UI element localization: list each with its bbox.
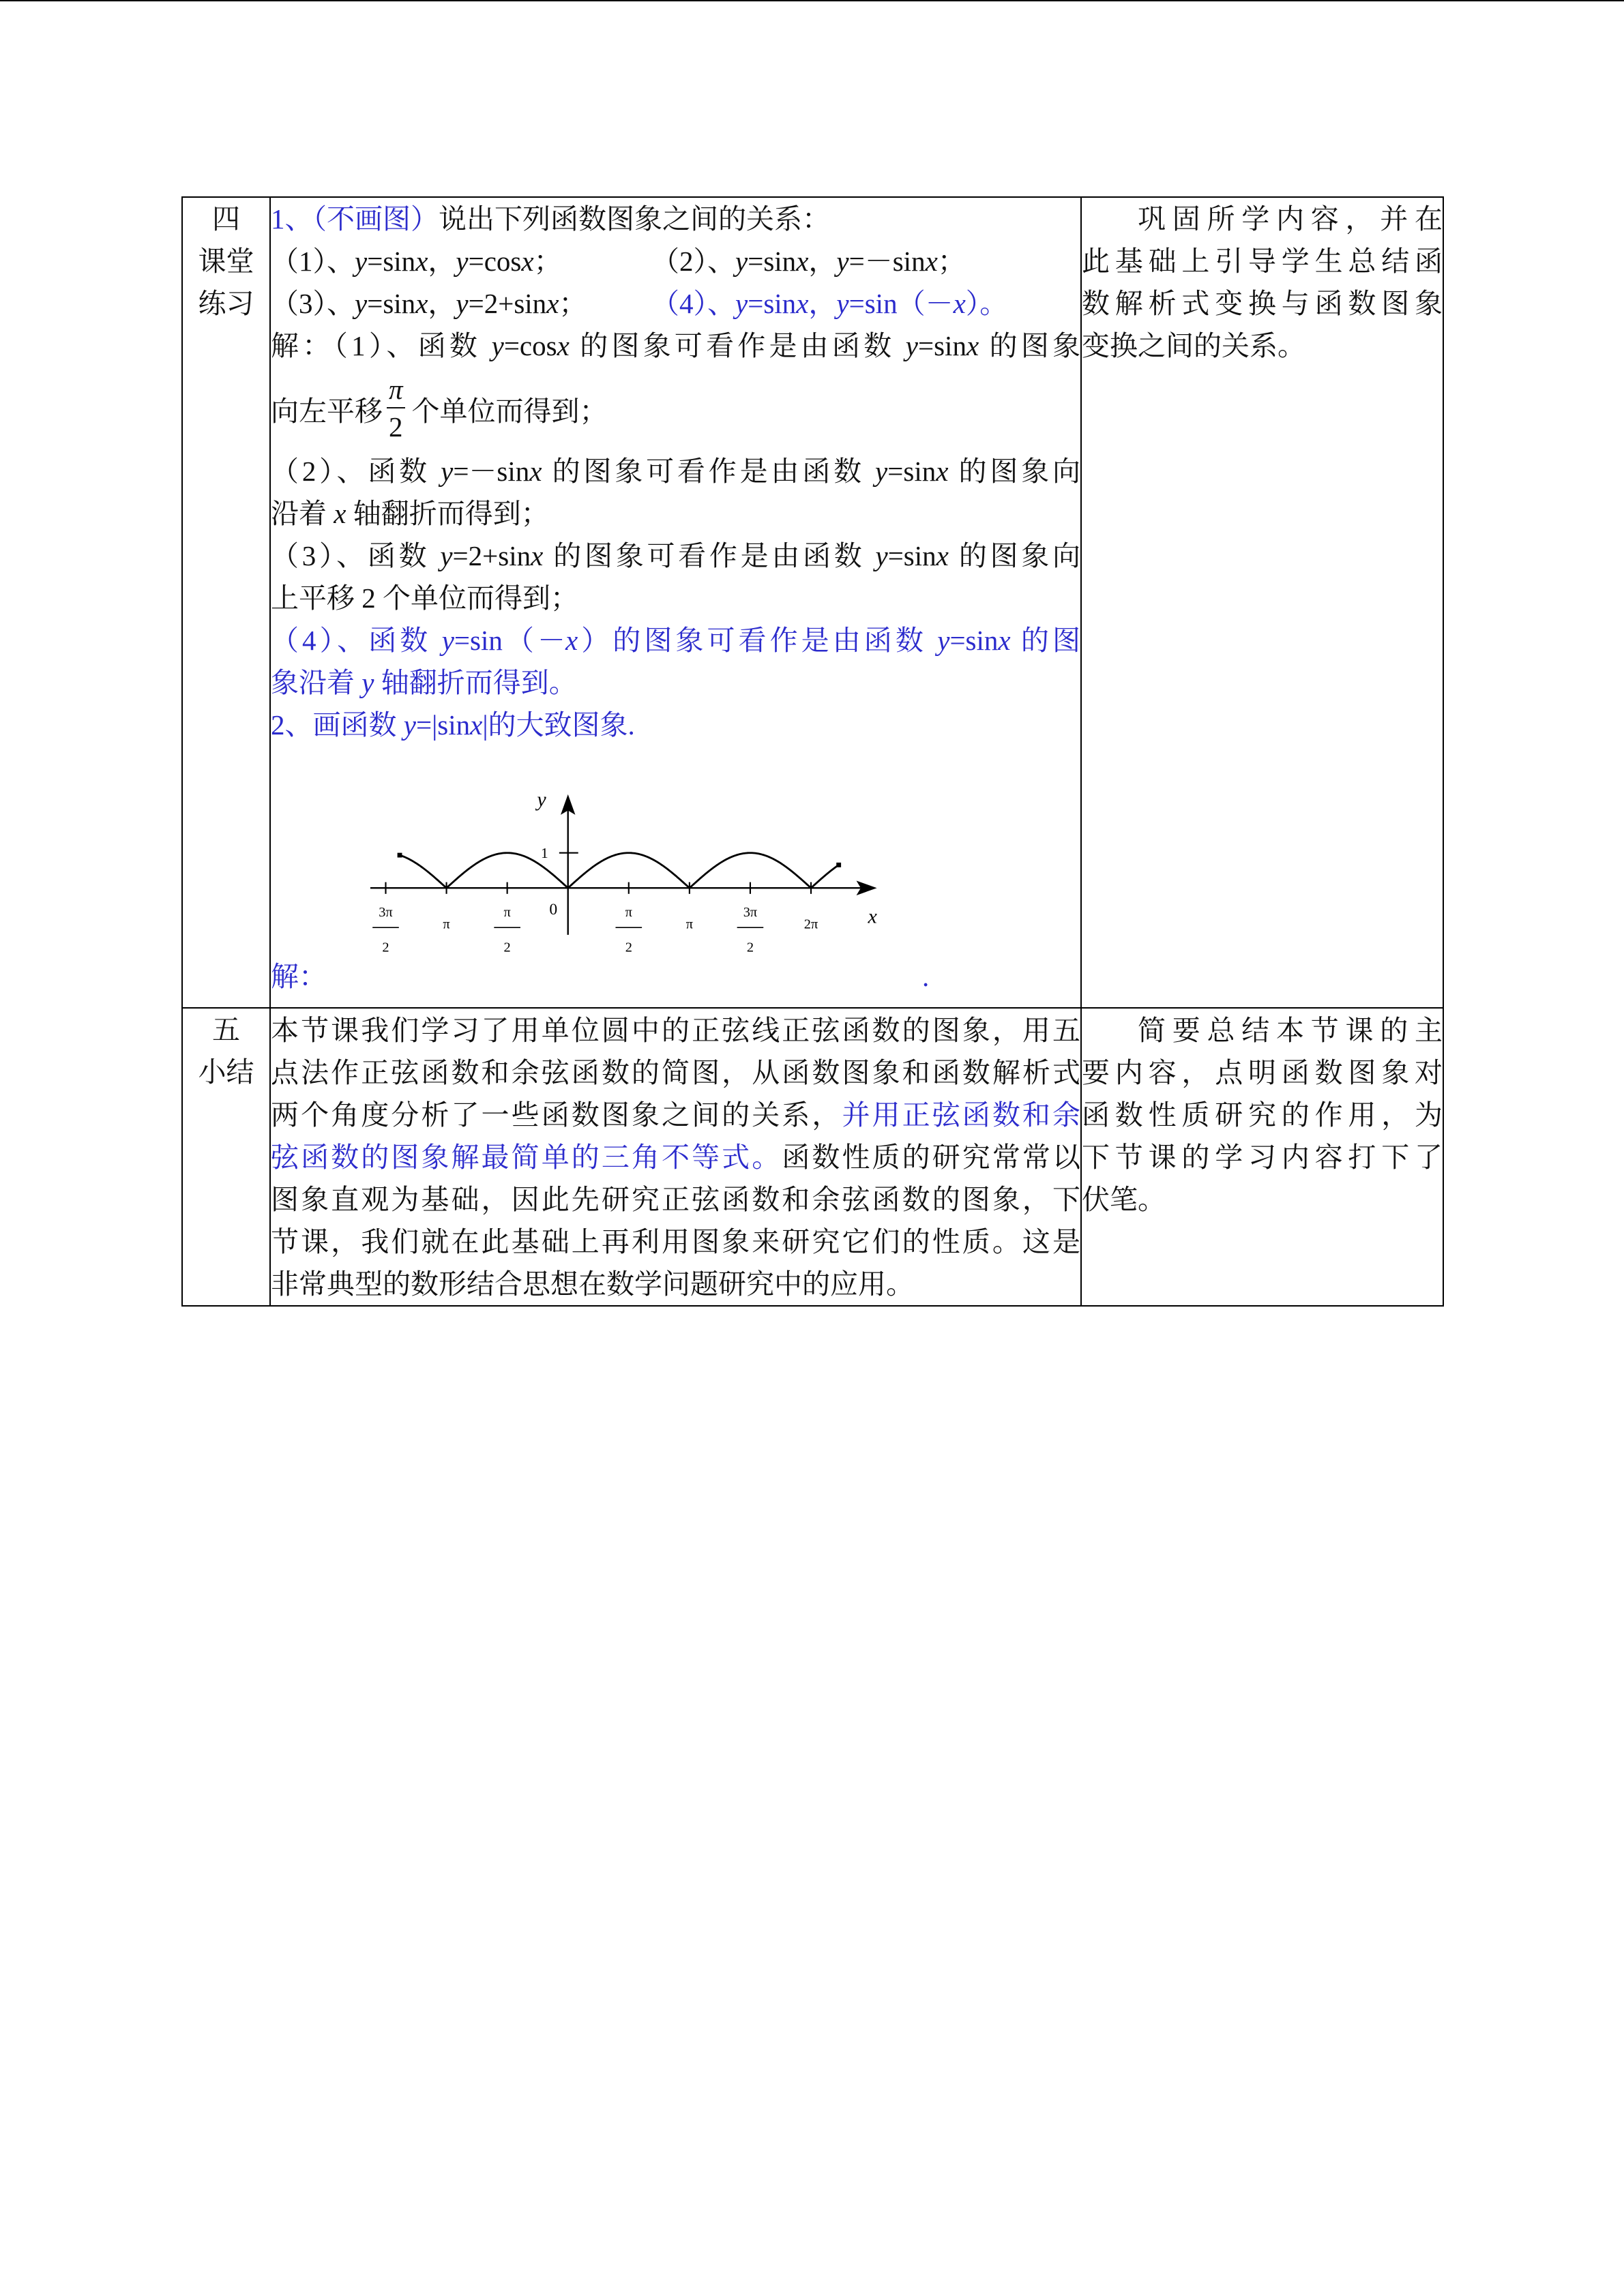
- question-1-line: [271, 198, 1080, 240]
- x-tick-label-denominator: 2: [625, 940, 632, 955]
- note-line: 伏笔。: [1082, 1184, 1166, 1215]
- answer-line: （4）、函数 y=sin（－x）的图象可看作是由函数 y=sinx 的图: [271, 625, 1080, 656]
- summary-highlight: 弦函数的图象解最简单的三角不等式。: [271, 1142, 782, 1173]
- question-1-items-line: [271, 282, 1080, 325]
- question-2-answer-line: [271, 955, 1080, 998]
- x-tick-label-numerator: 3π: [743, 905, 758, 921]
- summary-text: 两个角度分析了一些函数图象之间的关系，: [271, 1099, 842, 1131]
- x-tick-label-denominator: 2: [746, 940, 754, 955]
- math-variable: y: [355, 288, 368, 319]
- summary-section-label: [182, 1008, 270, 1306]
- answer-end-mark: .: [922, 961, 930, 992]
- math-variable: y: [361, 667, 374, 698]
- section-number: 五: [212, 1014, 240, 1045]
- question-1-item: （4）、y=sinx，y=sin（－x）。: [651, 288, 1008, 319]
- practice-row: [182, 197, 1443, 1008]
- summary-line: [271, 1136, 1080, 1178]
- math-variable: x: [557, 330, 570, 361]
- answer-line: （2）、函数 y=－sinx 的图象可看作是由函数 y=sinx 的图象向: [271, 456, 1081, 487]
- answer-line: （3）、函数 y=2+sinx 的图象可看作是由函数 y=sinx 的图象向: [271, 540, 1081, 571]
- fraction-denominator: 2: [389, 411, 403, 443]
- math-variable: x: [565, 625, 578, 656]
- math-variable: y: [875, 456, 888, 487]
- summary-row: [182, 1008, 1443, 1306]
- question-1-text: 说出下列函数图象之间的关系：: [439, 203, 830, 235]
- math-variable: y: [456, 288, 469, 319]
- answer-line: 上平移 2 个单位而得到；: [271, 582, 578, 614]
- math-variable: x: [546, 288, 559, 319]
- curve-start-point: [398, 853, 402, 858]
- question-1-items-line: [271, 240, 1080, 282]
- summary-line: 点法作正弦函数和余弦函数的简图，从函数图象和函数解析式: [271, 1057, 1080, 1088]
- answer-line: 象沿着 y 轴翻折而得到。: [271, 667, 577, 698]
- math-variable: x: [925, 245, 938, 277]
- fraction: [387, 376, 405, 441]
- math-variable: y: [836, 288, 849, 319]
- x-tick-label-numerator: π: [625, 905, 632, 921]
- note-line: 函数性质研究的作用，为: [1082, 1099, 1443, 1131]
- question-1-prefix: 1、（不画图）: [271, 203, 439, 235]
- question-1-item: （1）、y=sinx，y=cosx；: [271, 245, 562, 277]
- math-variable: y: [735, 288, 748, 319]
- practice-content: [270, 197, 1081, 1008]
- section-number: 四: [212, 203, 240, 235]
- math-variable: x: [470, 709, 483, 741]
- math-variable: y: [905, 330, 918, 361]
- graph-figure: [271, 746, 1080, 955]
- section-title-line: 练习: [198, 288, 254, 319]
- x-tick-label: π: [685, 916, 694, 932]
- answer-text: 向左平移: [271, 395, 383, 427]
- math-variable: x: [936, 540, 949, 571]
- x-tick-label: π: [443, 916, 450, 932]
- math-variable: x: [998, 625, 1011, 656]
- answer-line-with-fraction: [271, 367, 1080, 450]
- note-line: 此基础上引导学生总结函: [1082, 245, 1443, 277]
- note-line: 变换之间的关系。: [1082, 330, 1305, 361]
- question-1-item: （3）、y=sinx，y=2+sinx；: [271, 288, 587, 319]
- math-variable: y: [836, 245, 849, 277]
- section-title-line: 课堂: [198, 245, 254, 277]
- math-variable: x: [796, 288, 809, 319]
- x-tick-label-numerator: 3π: [379, 905, 393, 921]
- math-variable: y: [441, 625, 454, 656]
- note-line: 数解析式变换与函数图象: [1082, 288, 1443, 319]
- question-2-line: 2、画函数 y=|sinx|的大致图象.: [271, 709, 635, 741]
- origin-label: 0: [549, 900, 558, 919]
- answer-label: 解：: [271, 961, 327, 992]
- summary-line: 本节课我们学习了用单位圆中的正弦线正弦函数的图象，用五: [271, 1015, 1080, 1046]
- answer-line: 沿着 x 轴翻折而得到；: [271, 498, 549, 529]
- math-variable: y: [440, 540, 453, 571]
- answer-line: 解：（1）、函数 y=cosx 的图象可看作是由函数 y=sinx 的图象: [271, 330, 1081, 361]
- answer-text: 个单位而得到；: [411, 395, 608, 427]
- math-variable: x: [966, 330, 979, 361]
- practice-design-note: [1081, 197, 1443, 1008]
- note-line: 下节课的学习内容打下了: [1082, 1142, 1443, 1173]
- math-variable: x: [521, 245, 534, 277]
- lesson-plan-table: [181, 196, 1444, 1307]
- summary-content: [270, 1008, 1081, 1306]
- practice-section-label: [182, 197, 270, 1008]
- math-variable: x: [796, 245, 809, 277]
- math-variable: y: [735, 245, 748, 277]
- summary-design-note: [1081, 1008, 1443, 1306]
- math-variable: y: [875, 540, 888, 571]
- section-title-line: 小结: [198, 1056, 254, 1088]
- math-variable: y: [937, 625, 950, 656]
- math-variable: y: [403, 709, 416, 741]
- x-axis-label: x: [868, 905, 877, 928]
- summary-text: 函数性质的研究常常以: [782, 1142, 1081, 1173]
- fraction-numerator: π: [387, 376, 405, 408]
- math-variable: x: [529, 456, 542, 487]
- note-line: 简要总结本节课的主: [1138, 1015, 1443, 1046]
- note-line: 巩固所学内容，并在: [1138, 203, 1443, 235]
- math-variable: y: [491, 330, 504, 361]
- x-tick-label-numerator: π: [503, 905, 511, 921]
- math-variable: x: [334, 498, 346, 529]
- note-line: 要内容，点明函数图象对: [1082, 1057, 1443, 1088]
- math-variable: x: [531, 540, 544, 571]
- math-variable: y: [456, 245, 469, 277]
- summary-line: 图象直观为基础，因此先研究正弦函数和余弦函数的图象，下: [271, 1184, 1080, 1215]
- curve-end-point: [836, 863, 841, 867]
- math-variable: y: [441, 456, 454, 487]
- math-variable: x: [936, 456, 949, 487]
- x-tick-label-denominator: 2: [503, 940, 511, 955]
- y-axis-label: y: [537, 788, 546, 811]
- math-variable: x: [415, 245, 428, 277]
- summary-line: [271, 1094, 1080, 1136]
- y-tick-label: 1: [541, 845, 548, 862]
- math-variable: x: [415, 288, 428, 319]
- math-variable: x: [953, 288, 966, 319]
- x-tick-label-denominator: 2: [382, 940, 389, 955]
- page-top-rule: [0, 0, 1624, 1]
- math-variable: y: [355, 245, 368, 277]
- question-1-item: （2）、y=sinx，y=－sinx；: [651, 245, 966, 277]
- summary-line: 节课，我们就在此基础上再利用图象来研究它们的性质。这是: [271, 1226, 1080, 1257]
- x-tick-label: 2π: [803, 916, 818, 932]
- abs-sin-graph: [271, 746, 1041, 955]
- abs-sin-curve: [400, 853, 839, 888]
- summary-highlight: 并用正弦函数和余: [842, 1099, 1081, 1131]
- summary-line: 非常典型的数形结合思想在数学问题研究中的应用。: [271, 1268, 914, 1300]
